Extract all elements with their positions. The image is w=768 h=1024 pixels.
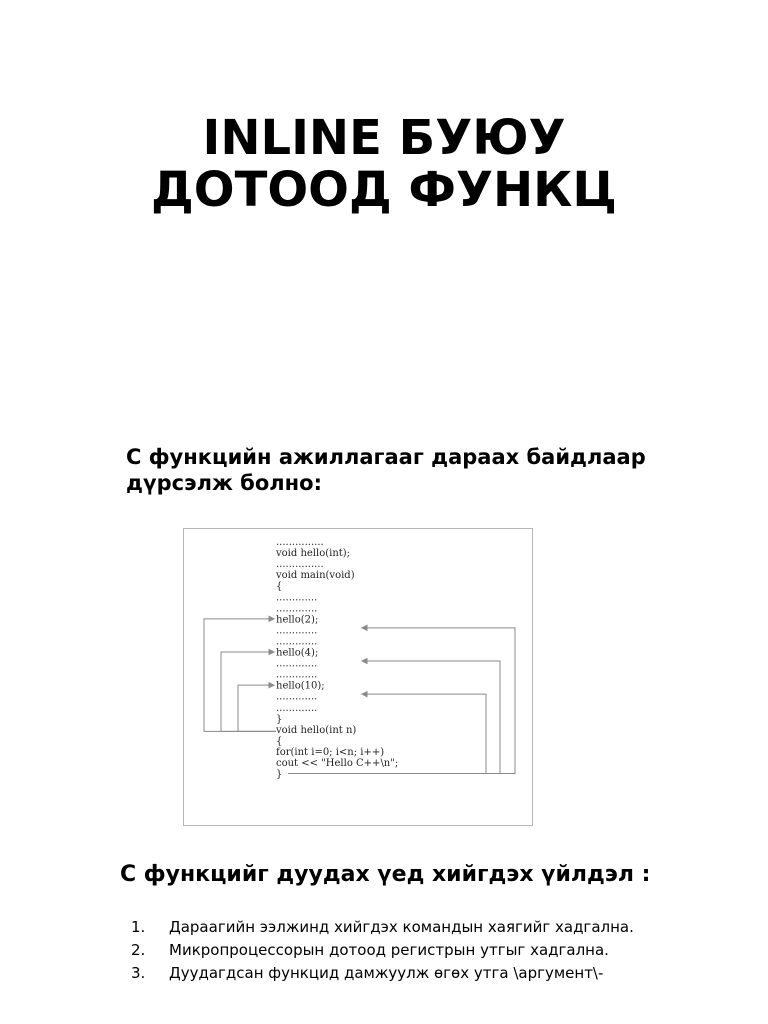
code-line: ............. — [276, 603, 318, 615]
list-item — [120, 918, 660, 937]
arrow-head-icon — [362, 692, 367, 697]
code-line: hello(4); — [276, 647, 319, 659]
code-line: void hello(int); — [276, 548, 351, 560]
arrow-head-icon — [362, 659, 367, 664]
code-line: ............. — [276, 592, 318, 604]
code-line: hello(2); — [276, 614, 319, 626]
title-line-1: INLINE БУЮУ — [202, 110, 566, 166]
code-line: ............. — [276, 669, 318, 681]
code-line: void hello(int n) — [276, 724, 357, 736]
arrow-head-icon — [362, 625, 367, 630]
code-line: } — [276, 713, 283, 725]
steps-list — [120, 918, 660, 987]
code-line: ............. — [276, 625, 318, 637]
list-item — [120, 941, 660, 960]
step-number: 2. — [131, 941, 146, 959]
intro-text: С функцийн ажиллагааг дараах байдлаар дүрсэлж болно: — [126, 445, 646, 495]
code-flow-figure — [183, 528, 533, 826]
code-line: ............... — [276, 537, 324, 548]
code-line: ............. — [276, 691, 318, 703]
code-line: ............... — [276, 559, 324, 571]
code-line: void main(void) — [276, 570, 355, 582]
step-text: Дараагийн ээлжинд хийгдэх командын хаягийг хадгална. — [169, 918, 634, 936]
code-line: ............. — [276, 658, 318, 670]
step-number: 3. — [131, 964, 146, 982]
section-heading: С функцийг дуудах үед хийгдэх үйлдэл : — [120, 862, 651, 887]
call-flow-line — [238, 685, 276, 731]
call-flow-line — [204, 619, 276, 732]
code-line: } — [276, 769, 283, 781]
arrow-head-icon — [269, 616, 274, 621]
title-line-2: ДОТООД ФУНКЦ — [151, 162, 617, 218]
step-text: Дуудагдсан функцид дамжуулж өгөх утга \аргумент\- — [169, 964, 604, 982]
code-flow-diagram — [184, 529, 534, 827]
code-line: for(int i=0; i<n; i++) — [276, 746, 385, 758]
page-title — [0, 112, 768, 216]
code-line: ............. — [276, 702, 318, 714]
code-line: cout << "Hello C++\n"; — [276, 758, 399, 769]
code-line: ............. — [276, 636, 318, 648]
arrow-head-icon — [269, 683, 274, 688]
code-line: hello(10); — [276, 680, 325, 692]
code-line: { — [276, 735, 283, 747]
list-item — [120, 964, 660, 983]
code-line: { — [276, 581, 283, 593]
step-text: Микропроцессорын дотоод регистрын утгыг хадгална. — [169, 941, 609, 959]
arrow-head-icon — [269, 650, 274, 655]
step-number: 1. — [131, 918, 146, 936]
call-flow-line — [221, 652, 276, 731]
